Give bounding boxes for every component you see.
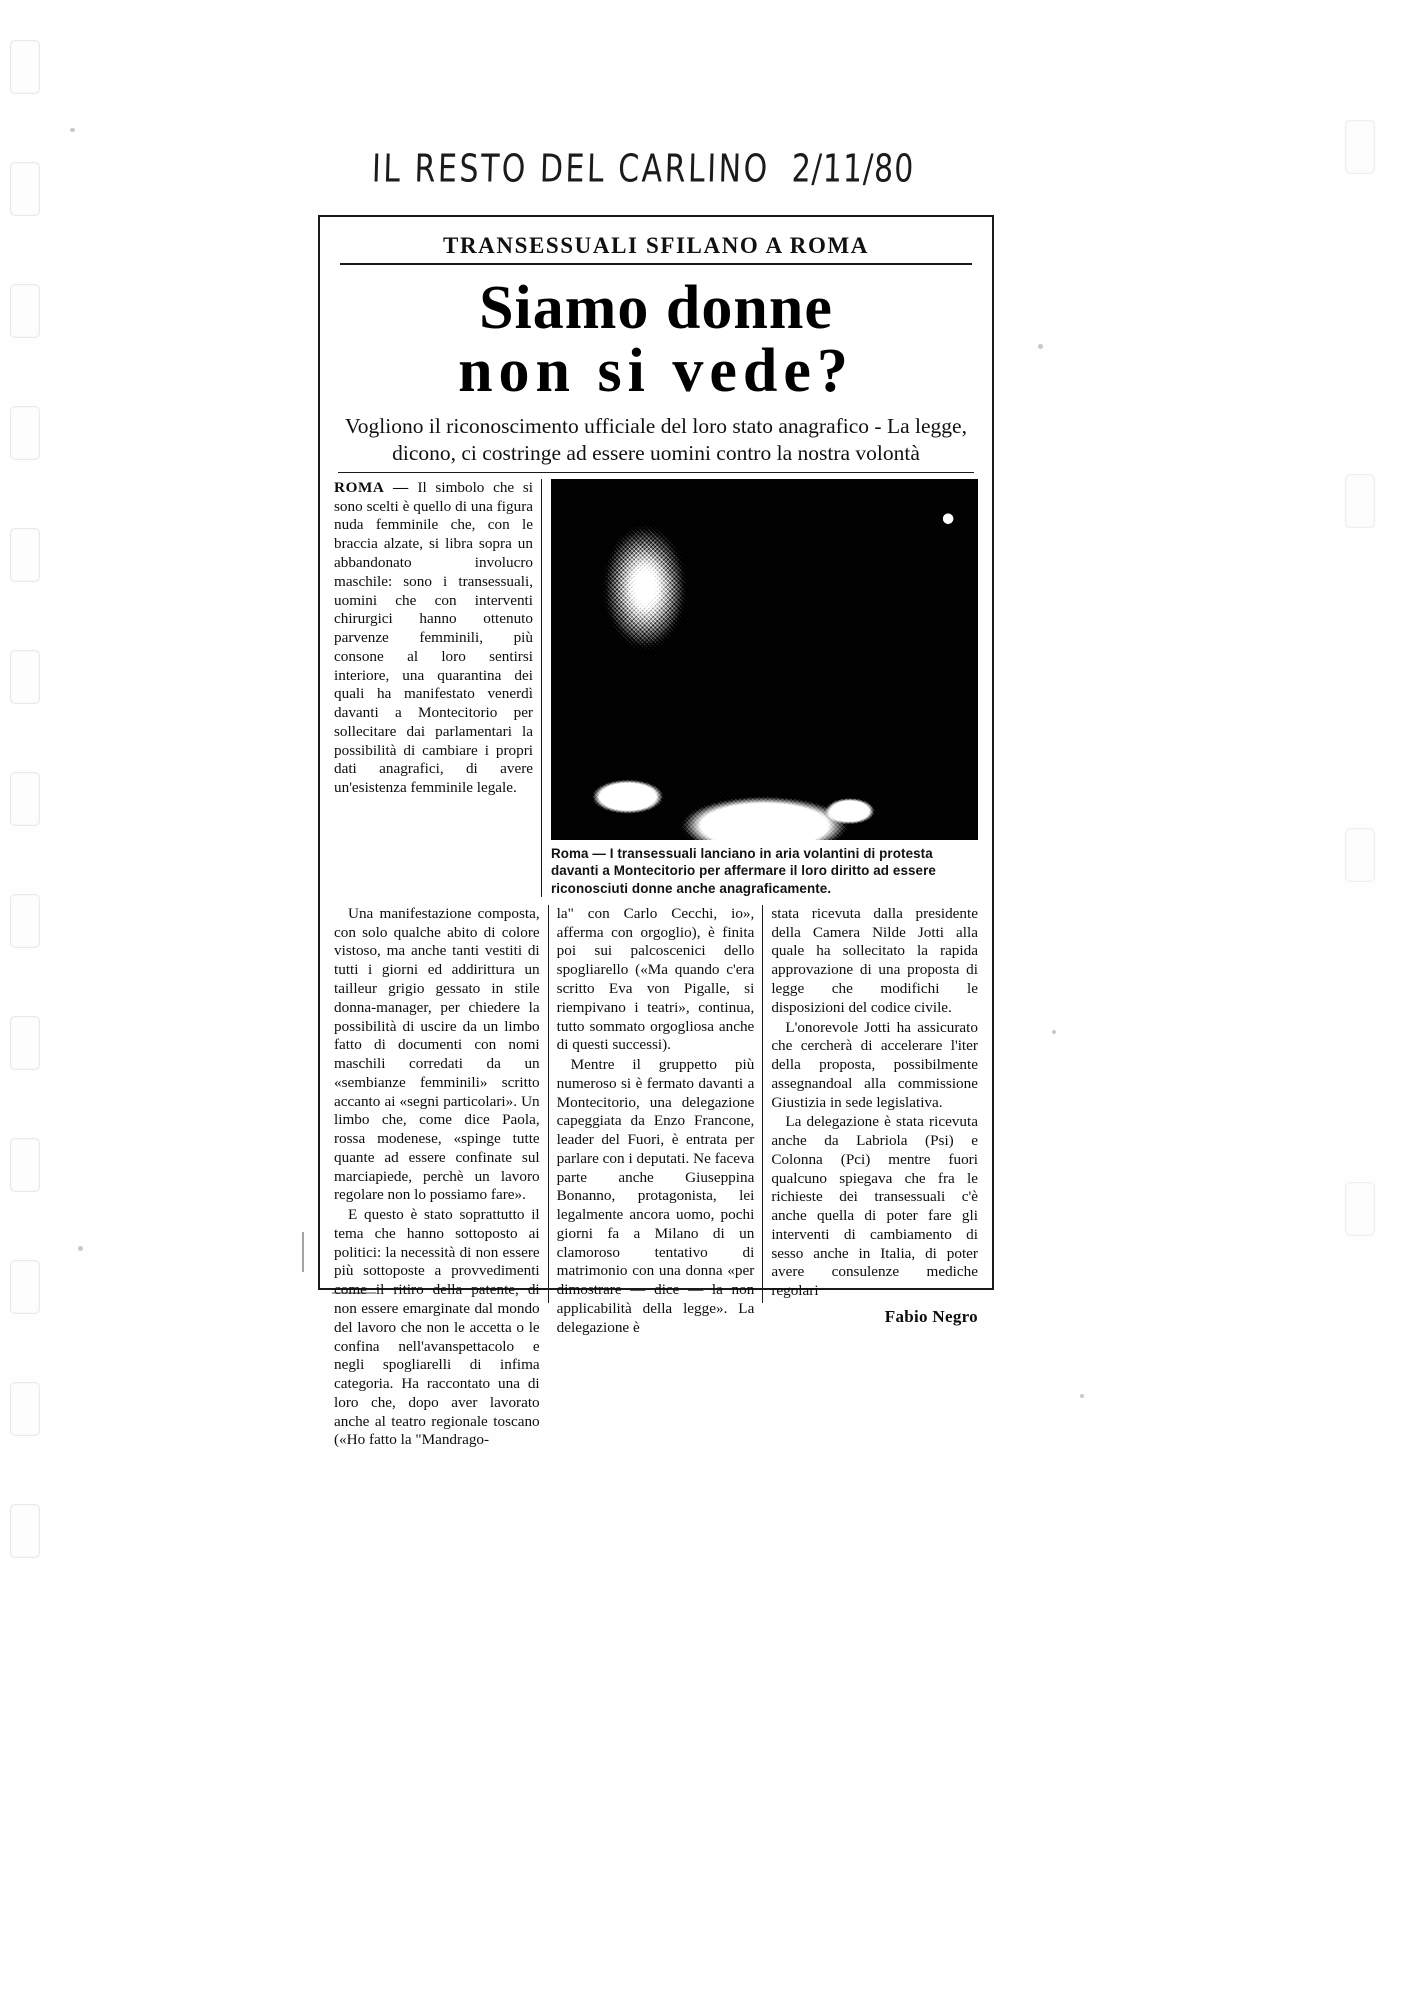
article-headline xyxy=(334,274,978,406)
upper-body-region xyxy=(334,479,978,897)
punch-hole xyxy=(1345,1182,1375,1236)
punch-hole xyxy=(10,772,40,826)
newspaper-clipping xyxy=(318,215,994,1449)
headline-line-1: Siamo donne xyxy=(479,274,833,342)
paragraph: Mentre il gruppetto più numeroso si è fermato davanti a Montecitorio, una delegazione capeggiata da Enzo Francone, leader del Fuori, è entrata per parlare con i deputati. Ne faceva parte anche Giuseppina Bonanno, protagonista, lei legalmente ancora uomo, pochi giorni fa a Milano di un clamoroso tentativo di matrimonio con una donna «per dimostrare — dice — la non applicabilità della legge». La delegazione è xyxy=(556,1056,755,1336)
body-column-1-continued xyxy=(334,904,549,1449)
scan-speck xyxy=(1080,1394,1084,1398)
photo-block xyxy=(542,479,978,897)
punch-hole xyxy=(10,894,40,948)
handwritten-source-annotation xyxy=(371,147,915,192)
paragraph xyxy=(334,479,533,798)
dateline: ROMA — xyxy=(334,478,409,496)
paragraph: L'onorevole Jotti ha assicurato che cercherà di accelerare l'iter della proposta, possibilmente assegnandoal alla commissione Giustizia in sede legislativa. xyxy=(771,1018,978,1111)
scan-speck xyxy=(1052,1030,1056,1034)
scan-speck xyxy=(70,128,75,132)
punch-hole xyxy=(10,1260,40,1314)
paragraph: La delegazione è stata ricevuta anche da Labriola (Psi) e Colonna (Pci) mentre fuori qualcuno spiegava che fra le richieste dei transessuali c'è anche quella di poter fare gli interventi di cambiamento di sesso anche in Italia, di poter avere consulenze mediche regolari xyxy=(771,1113,978,1300)
scan-speck xyxy=(78,1246,83,1251)
body-column-3 xyxy=(763,904,978,1326)
punch-hole xyxy=(10,528,40,582)
punch-hole xyxy=(1345,120,1375,174)
paragraph: Una manifestazione composta, con solo qualche abito di colore vistoso, ma anche tanti vestiti di tutti i giorni ed addirittura un tailleur grigio gessato in stile donna-manager, per chiedere la possibilità di uscire da un limbo fatto di documenti con nomi maschili corredati da un «sembianze femminili» scritto accanto ai «segni particolari». Un limbo che, come dice Paola, rossa modenese, «spinge tutte quante ad essere confinate sul marciapiede, perchè un lavoro regolare non lo possiamo fare». xyxy=(334,904,540,1204)
punch-hole xyxy=(10,1138,40,1192)
scan-mark xyxy=(302,1232,304,1272)
transsexual-protest-photo xyxy=(551,479,978,840)
lower-body-region xyxy=(334,904,978,1449)
body-column-1 xyxy=(334,479,542,897)
punch-hole xyxy=(10,406,40,460)
article-byline: Fabio Negro xyxy=(884,1306,978,1326)
binder-punch-holes-right xyxy=(1345,120,1389,1520)
punch-hole xyxy=(10,1016,40,1070)
punch-hole xyxy=(10,1504,40,1558)
article-summary: Vogliono il riconoscimento ufficiale del loro stato anagrafico - La legge, dicono, ci costringe ad essere uomini contro la nostra volontà xyxy=(338,413,974,472)
punch-hole xyxy=(10,40,40,94)
punch-hole xyxy=(10,162,40,216)
photo-caption: Roma — I transessuali lanciano in aria volantini di protesta davanti a Montecitorio per affermare il loro diritto ad essere riconosciuti donne anche anagraficamente. xyxy=(551,846,936,896)
paragraph: E questo è stato soprattutto il tema che hanno sottoposto ai politici: la necessità di non essere più sottoposte a provvedimenti come il ritiro della patente, di non essere emarginate dal mondo del lavoro che non le accetta o le confina nell'avanspettacolo e negli spogliarelli di infima categoria. Ha raccontato una di loro che, dopo aver lavorato anche al teatro regionale toscano («Ho fatto la "Mandrago- xyxy=(334,1206,540,1449)
paragraph: stata ricevuta dalla presidente della Camera Nilde Jotti alla quale ha sollecitato la rapida approvazione di una proposta di legge che modifichi le disposizioni del codice civile. xyxy=(771,904,978,1016)
scan-speck xyxy=(1038,344,1043,349)
handwritten-publication: IL RESTO DEL CARLINO xyxy=(371,147,771,192)
body-column-2 xyxy=(549,904,764,1336)
punch-hole xyxy=(10,284,40,338)
binder-punch-holes-left xyxy=(10,40,54,1620)
punch-hole xyxy=(10,1382,40,1436)
paragraph-text: Il simbolo che si sono scelti è quello di una figura nuda femminile che, con le braccia alzate, si libra sopra un abbandonato involucro maschile: sono i transessuali, uomini che con interventi chirurgici hanno ottenuto parvenze femminili, più consone al loro sentirsi interiore, una quarantina dei quali ha manifestato venerdì davanti a Montecitorio per sollecitare dai parlamentari la possibilità di cambiare i propri dati anagrafici, di avere un'esistenza femminile legale. xyxy=(334,478,533,797)
punch-hole xyxy=(1345,828,1375,882)
article-kicker: TRANSESSUALI SFILANO A ROMA xyxy=(340,233,972,265)
handwritten-date: 2/11/80 xyxy=(791,147,915,192)
headline-line-2: non si vede? xyxy=(458,337,854,406)
punch-hole xyxy=(10,650,40,704)
punch-hole xyxy=(1345,474,1375,528)
paragraph: la" con Carlo Cecchi, io», afferma con orgoglio), è finita poi sui palcoscenici dello spogliarello («Ma quando c'era scritto Eva von Pigalle, si riempivano i teatri», continua, tutto sommato orgogliosa anche di questi successi). xyxy=(556,904,755,1054)
